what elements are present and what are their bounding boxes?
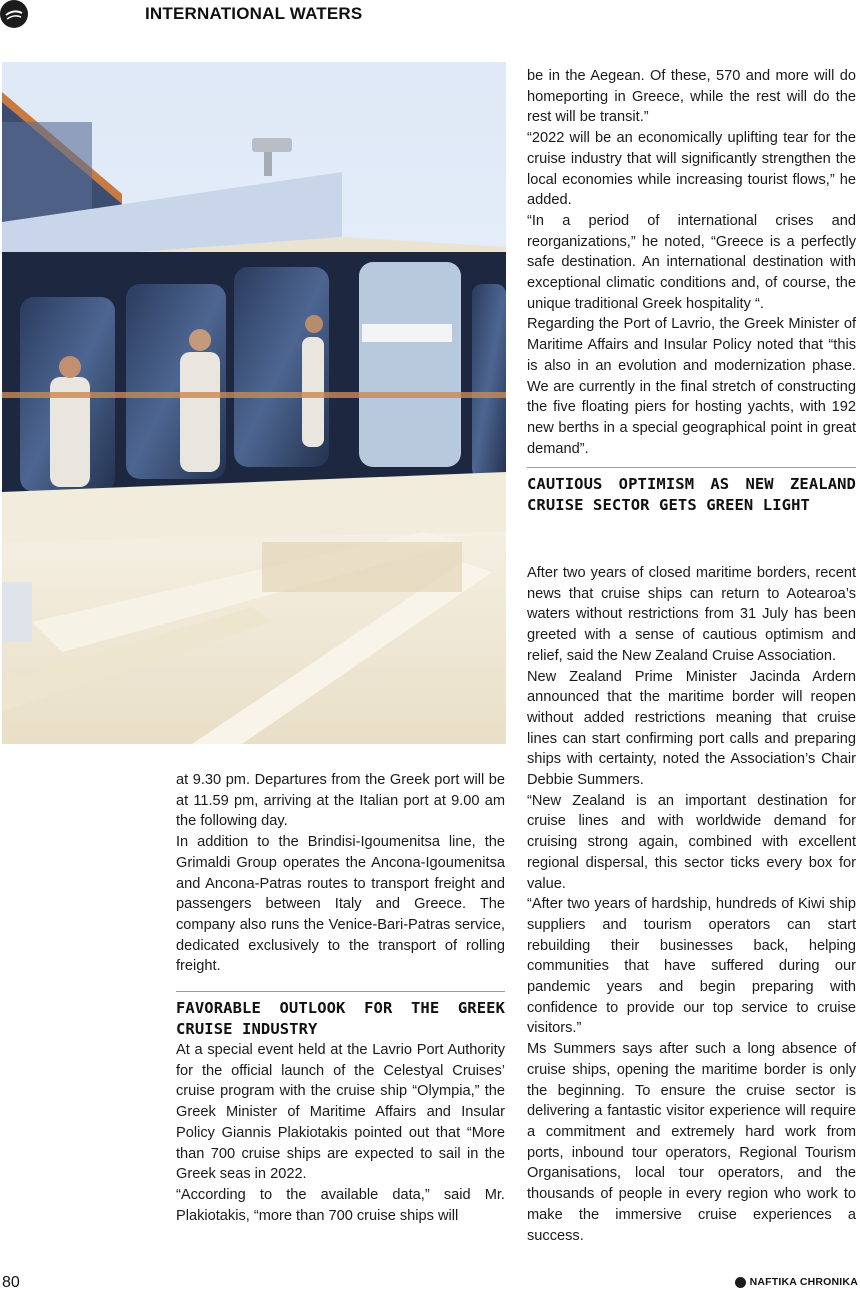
section-heading-new-zealand: CAUTIOUS OPTIMISM AS NEW ZEALAND CRUISE SECTOR GETS GREEN LIGHT: [527, 475, 856, 515]
article-paragraph: New Zealand Prime Minister Jacinda Ardern announced that the maritime border will reopen without added restrictions meaning that cruise lines can start confirming port calls and preparing ships with certainty, noted the Association’s Chair Debbie Summers.: [527, 668, 856, 789]
section-heading-greek-cruise: FAVORABLE OUTLOOK FOR THE GREEK CRUISE INDUSTRY: [176, 999, 505, 1039]
article-paragraph: Ms Summers says after such a long absence of cruise ships, opening the maritime border is only the beginning. To ensure the cruise sector is delivering a fantastic visitor experience will require a commitment and extremely hard work from ports, inbound tour operators, Regional Tourism Organisations, local tour operators, and the thousands of people in every region who work to make the immersive cruise experiences a success.: [527, 1041, 856, 1244]
article-paragraph: “2022 will be an economically uplifting tear for the cruise industry that will significantly strengthen the local economies while increasing tourist flows,” he added.: [527, 130, 856, 209]
publication-name: NAFTIKA CHRONIKA: [749, 1276, 858, 1288]
article-paragraph: “After two years of hardship, hundreds of Kiwi ship suppliers and tourism operators can start rebuilding their businesses back, helping communities that have suffered during our pandemic years and begin preparing with confidence to provide our top service to cruise visitors.”: [527, 896, 856, 1037]
article-paragraph: In addition to the Brindisi-Igoumenitsa line, the Grimaldi Group operates the Ancona-Igoumenitsa and Ancona-Patras routes to transport freight and passengers between Italy and Greece. The company also runs the Venice-Bari-Patras service, dedicated exclusively to the transport of rolling freight.: [176, 834, 505, 975]
article-paragraph: Regarding the Port of Lavrio, the Greek Minister of Maritime Affairs and Insular Policy noted that “this is also in an evolution and modernization phase. We are currently in the final stretch of constructing the five floating piers for hosting yachts, with 192 new berths in a special geographical point in great demand”.: [527, 316, 856, 457]
article-paragraph: “In a period of international crises and reorganizations,” he noted, “Greece is a perfectly safe destination. An international destination with exceptional climatic conditions and, of course, the unique traditional Greek hospitality “.: [527, 212, 856, 312]
section-divider: [527, 467, 856, 468]
right-text-column-top: [527, 66, 856, 516]
article-paragraph: at 9.30 pm. Departures from the Greek port will be at 11.59 pm, arriving at the Italian port at 9.00 am the following day.: [176, 772, 505, 830]
right-text-column-bottom: [527, 563, 856, 1246]
article-paragraph: After two years of closed maritime borders, recent news that cruise ships can return to Aotearoa’s waters without restrictions from 31 July has been greeted with a sense of cautious optimism and relief, said the New Zealand Cruise Association.: [527, 565, 856, 664]
brand-logo-icon: [735, 1277, 746, 1288]
ship-bridge-photo: [2, 62, 506, 744]
article-paragraph: “According to the available data,” said Mr. Plakiotakis, “more than 700 cruise ships will: [176, 1186, 505, 1224]
section-divider: [176, 991, 505, 992]
publication-brand: [735, 1276, 858, 1288]
left-text-column: [176, 770, 505, 1226]
magazine-logo-icon: [0, 0, 28, 28]
article-paragraph: At a special event held at the Lavrio Port Authority for the official launch of the Celestyal Cruises’ cruise program with the cruise ship “Olympia,” the Greek Minister of Maritime Affairs and Insular Policy Giannis Plakiotakis pointed out that “More than 700 cruise ships are expected to sail in the Greek seas in 2022.: [176, 1042, 505, 1183]
page-number: 80: [2, 1274, 20, 1291]
section-title: INTERNATIONAL WATERS: [145, 4, 363, 23]
article-paragraph: “New Zealand is an important destination for cruise lines and with worldwide demand for cruising strong again, combined with excellent regional dispersal, this sector ticks every box for value.: [527, 792, 856, 892]
article-paragraph: be in the Aegean. Of these, 570 and more will do homeporting in Greece, while the rest will do the rest will be transit.”: [527, 68, 856, 126]
